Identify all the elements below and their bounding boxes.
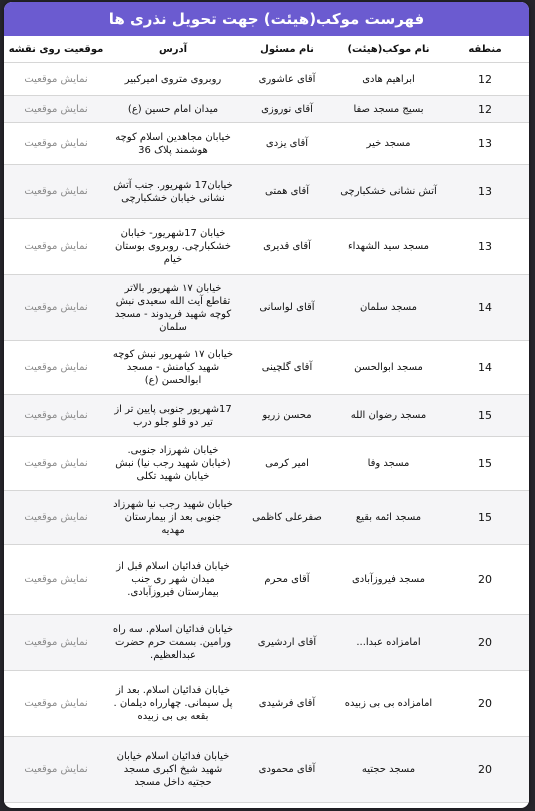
table-row [4,615,529,671]
cell-region: 13 [441,165,529,219]
cell-name: مسجد ائمه بقیع [336,491,441,545]
page-title: فهرست موکب(هیئت) جهت تحویل نذری ها [4,2,529,36]
cell-manager: آقای لواسانی [238,275,336,341]
table-row [4,123,529,165]
cell-region: 20 [441,671,529,737]
cell-manager: آقای محرم [238,545,336,615]
cell-region: 12 [441,63,529,96]
cell-region: 15 [441,395,529,437]
show-location-link[interactable]: نمایش موقعیت [24,512,88,523]
cell-name: مسجد ابوالحسن [336,341,441,395]
cell-location [4,437,108,491]
moukeb-list-card [4,2,529,808]
cell-manager: آقای قدیری [238,219,336,275]
cell-manager: آقای محمودی [238,737,336,803]
cell-address: خیابان ۱۷ شهریور بالاتر تقاطع آیت الله سعیدی نبش کوچه شهید فریدوند - مسجد سلمان [108,275,238,341]
cell-region: 20 [441,615,529,671]
cell-address: خیابان شهید رجب نیا شهرزاد جنوبی بعد از بیمارستان مهدیه [108,491,238,545]
table-row [4,437,529,491]
cell-location [4,737,108,803]
cell-location [4,96,108,123]
cell-manager: آقای نوروزی [238,96,336,123]
table-row [4,63,529,96]
cell-name: مسجد خیر [336,123,441,165]
cell-name: مسجد رضوان الله [336,395,441,437]
cell-location [4,545,108,615]
table-row [4,275,529,341]
table-row [4,165,529,219]
cell-location [4,491,108,545]
cell-manager: محسن زریو [238,395,336,437]
cell-address: خیابان فدائیان اسلام خیابان شهید شیخ اکبری مسجد حجتیه داخل مسجد [108,737,238,803]
cell-manager: آقای همتی [238,165,336,219]
cell-address: روبروی متروی امیرکبیر [108,63,238,96]
cell-address: خیابان مجاهدین اسلام کوچه هوشمند پلاک 36 [108,123,238,165]
cell-address: خیابان 17شهریور- خیابان خشکبارچی. روبروی بوستان خیام [108,219,238,275]
cell-address: خیابان ۱۷ شهریور نبش کوچه شهید کیامنش - مسجد ابوالحسن (ع) [108,341,238,395]
show-location-link[interactable]: نمایش موقعیت [24,302,88,313]
cell-address: 17شهریور جنوبی پایین تر از تیر دو قلو جلو درب [108,395,238,437]
cell-address: خیابان فدائیان اسلام. سه راه ورامین. بسمت حرم حضرت عبدالعظیم. [108,615,238,671]
table-header-row [4,36,529,63]
cell-region: 12 [441,96,529,123]
show-location-link[interactable]: نمایش موقعیت [24,103,88,115]
cell-manager: آقای یزدی [238,123,336,165]
cell-address: خیابان فدائیان اسلام قبل از میدان شهر ری جنب بیمارستان فیروزآبادی. [108,545,238,615]
show-location-link[interactable]: نمایش موقعیت [24,637,88,648]
show-location-link[interactable]: نمایش موقعیت [24,764,88,775]
moukeb-table [4,36,529,803]
table-row [4,737,529,803]
cell-location [4,341,108,395]
show-location-link[interactable]: نمایش موقعیت [24,186,88,197]
show-location-link[interactable]: نمایش موقعیت [24,458,88,469]
cell-name: مسجد حجتیه [336,737,441,803]
table-row [4,491,529,545]
cell-location [4,395,108,437]
table-row [4,545,529,615]
cell-manager: امیر کرمی [238,437,336,491]
column-header-manager: نام مسئول [238,36,336,63]
cell-manager: آقای اردشیری [238,615,336,671]
cell-location [4,63,108,96]
show-location-link[interactable]: نمایش موقعیت [24,241,88,252]
show-location-link[interactable]: نمایش موقعیت [24,574,88,585]
cell-manager: صفرعلی کاظمی [238,491,336,545]
cell-address: خیابان فدائیان اسلام. بعد از پل سیمانی. چهارراه دیلمان . بقعه بی بی زبیده [108,671,238,737]
column-header-address: آدرس [108,36,238,63]
cell-region: 20 [441,737,529,803]
cell-manager: آقای عاشوری [238,63,336,96]
cell-location [4,165,108,219]
cell-address: خیابان شهرزاد جنوبی. (خیابان شهید رجب نیا) نبش خیابان شهید تکلی [108,437,238,491]
cell-region: 13 [441,219,529,275]
cell-region: 13 [441,123,529,165]
cell-name: مسجد سلمان [336,275,441,341]
cell-name: امامزاده بی بی زبیده [336,671,441,737]
cell-location [4,671,108,737]
table-row [4,219,529,275]
cell-name: مسجد سید الشهداء [336,219,441,275]
cell-name: بسیج مسجد صفا [336,96,441,123]
column-header-region: منطقه [441,36,529,63]
table-row [4,671,529,737]
cell-name: ابراهیم هادی [336,63,441,96]
column-header-name: نام موکب(هیئت) [336,36,441,63]
cell-region: 15 [441,437,529,491]
table-row [4,341,529,395]
cell-name: مسجد فیروزآبادی [336,545,441,615]
cell-manager: آقای فرشیدی [238,671,336,737]
cell-region: 20 [441,545,529,615]
show-location-link[interactable]: نمایش موقعیت [24,138,88,149]
show-location-link[interactable]: نمایش موقعیت [24,362,88,373]
cell-name: مسجد وفا [336,437,441,491]
cell-location [4,219,108,275]
cell-name: امامزاده عبدا... [336,615,441,671]
show-location-link[interactable]: نمایش موقعیت [24,698,88,709]
table-row [4,395,529,437]
show-location-link[interactable]: نمایش موقعیت [24,410,88,421]
cell-location [4,615,108,671]
cell-location [4,275,108,341]
cell-location [4,123,108,165]
table-row [4,96,529,123]
column-header-location: موقعیت روی نقشه [4,36,108,63]
cell-region: 14 [441,275,529,341]
cell-address: میدان امام حسین (ع) [108,96,238,123]
cell-manager: آقای گلچینی [238,341,336,395]
cell-region: 15 [441,491,529,545]
cell-address: خیابان17 شهریور. جنب آتش نشانی خیابان خشکبارچی [108,165,238,219]
show-location-link[interactable]: نمایش موقعیت [24,73,88,85]
cell-name: آتش نشانی خشکبارچی [336,165,441,219]
cell-region: 14 [441,341,529,395]
